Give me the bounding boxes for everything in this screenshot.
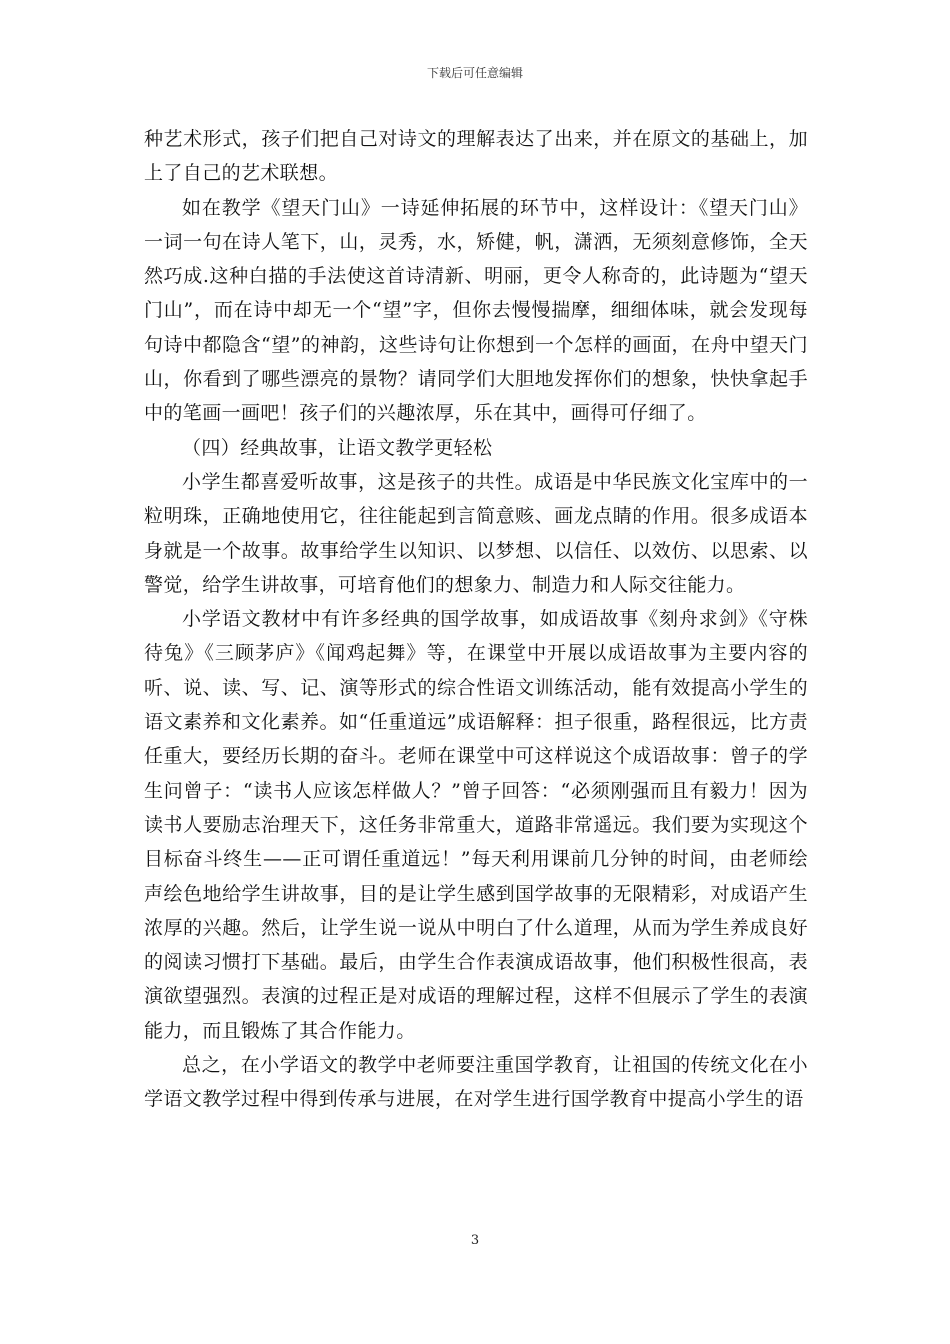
section-heading-classic-stories: （四）经典故事，让语文教学更轻松 xyxy=(182,436,493,459)
page-number: 3 xyxy=(470,1233,480,1248)
paragraph-idiom-stories: 小学语文教材中有许多经典的国学故事，如成语故事《刻舟求剑》《守株待兔》《三顾茅庐》《闻鸡起舞》等，在课堂中开展以成语故事为主要内容的听、说、读、写、记、演等形式的综合性语文训练活动，能有效提高小学生的语文素养和文化素养。如“任重道远”成语解释：担子很重，路程很远，比方责任重大，要经历长期的奋斗。老师在课堂中可这样说这个成语故事：曾子的学生问曾子：“读书人应该怎样做人？”曾子回答：“必须刚强而且有毅力！因为读书人要励志治理天下，这任务非常重大，道路非常遥远。我们要为实现这个目标奋斗终生——正可谓任重道远！”每天利用课前几分钟的时间，由老师绘声绘色地给学生讲故事，目的是让学生感到国学故事的无限精彩，对成语产生浓厚的兴趣。然后，让学生说一说从中明白了什么道理，从而为学生养成良好的阅读习惯打下基础。最后，由学生合作表演成语故事，他们积极性很高，表演欲望强烈。表演的过程正是对成语的理解过程，这样不但展示了学生的表演能力，而且锻炼了其合作能力。 xyxy=(144,608,808,1042)
page-header: 下载后可任意编辑 xyxy=(426,66,523,80)
paragraph-conclusion: 总之，在小学语文的教学中老师要注重国学教育，让祖国的传统文化在小学语文教学过程中得到传承与进展，在对学生进行国学教育中提高小学生的语 xyxy=(144,1054,808,1111)
paragraph-continuation: 种艺术形式，孩子们把自己对诗文的理解表达了出来，并在原文的基础上，加上了自己的艺术联想。 xyxy=(144,128,808,185)
paragraph-tianmenshan-example: 如在教学《望天门山》一诗延伸拓展的环节中，这样设计：《望天门山》一词一句在诗人笔下，山，灵秀，水，矫健，帆，潇洒，无须刻意修饰，全天然巧成.这种白描的手法使这首诗清新、明丽，更令人称奇的，此诗题为“望天门山”，而在诗中却无一个“望”字，但你去慢慢揣摩，细细体味，就会发现每句诗中都隐含“望”的神韵，这些诗句让你想到一个怎样的画面，在舟中望天门山，你看到了哪些漂亮的景物？请同学们大胆地发挥你们的想象，快快拿起手中的笔画一画吧！孩子们的兴趣浓厚，乐在其中，画得可仔细了。 xyxy=(144,196,808,425)
paragraph-students-love-stories: 小学生都喜爱听故事，这是孩子的共性。成语是中华民族文化宝库中的一粒明珠，正确地使用它，往往能起到言简意赅、画龙点睛的作用。很多成语本身就是一个故事。故事给学生以知识、以梦想、以信任、以效仿、以思索、以警觉，给学生讲故事，可培育他们的想象力、制造力和人际交往能力。 xyxy=(144,470,808,596)
document-body xyxy=(144,122,808,1117)
